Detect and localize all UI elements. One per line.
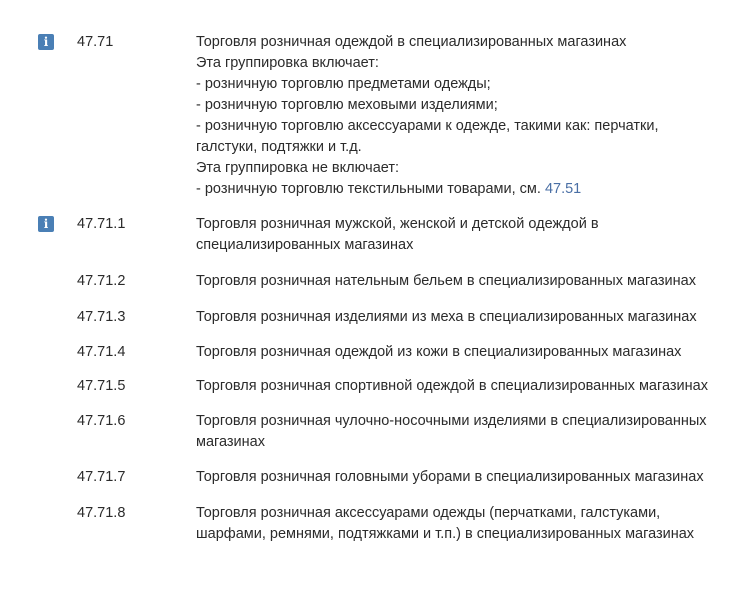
entry-description bbox=[196, 307, 726, 328]
info-icon[interactable]: i bbox=[38, 34, 54, 50]
entry-line: Торговля розничная головными уборами в специализированных магазинах bbox=[196, 469, 704, 485]
entry-description bbox=[196, 503, 726, 545]
entry-line: специализированных магазинах bbox=[196, 237, 414, 253]
entry-code: 47.71.4 bbox=[77, 344, 126, 360]
entry-code: 47.71.7 bbox=[77, 469, 126, 485]
entry-code: 47.71.1 bbox=[77, 216, 126, 232]
info-icon[interactable]: i bbox=[38, 216, 54, 232]
entry-description bbox=[196, 271, 726, 292]
entry-line: магазинах bbox=[196, 434, 265, 450]
excludes-item bbox=[196, 179, 726, 200]
entry-code: 47.71.5 bbox=[77, 378, 126, 394]
entry-description bbox=[196, 376, 726, 397]
includes-item: - розничную торговлю меховыми изделиями; bbox=[196, 97, 498, 113]
includes-item: галстуки, подтяжки и т.д. bbox=[196, 139, 362, 155]
entry-line: Торговля розничная нательным бельем в специализированных магазинах bbox=[196, 273, 696, 289]
entry-description bbox=[196, 214, 726, 256]
entry-line: Торговля розничная чулочно-носочными изделиями в специализированных bbox=[196, 413, 707, 429]
entry-description bbox=[196, 342, 726, 363]
entry-code: 47.71 bbox=[77, 34, 114, 50]
entry-code: 47.71.3 bbox=[77, 309, 126, 325]
entry-line: шарфами, ремнями, подтяжками и т.п.) в специализированных магазинах bbox=[196, 526, 695, 542]
entry-code: 47.71.8 bbox=[77, 505, 126, 521]
excludes-heading: Эта группировка не включает: bbox=[196, 160, 400, 176]
entry-line: Торговля розничная аксессуарами одежды (перчатками, галстуками, bbox=[196, 505, 661, 521]
entry-description bbox=[196, 467, 726, 488]
entry-description bbox=[196, 411, 726, 453]
excludes-text: - розничную торговлю текстильными товарами, см. bbox=[196, 181, 541, 197]
entry-line: Торговля розничная спортивной одеждой в специализированных магазинах bbox=[196, 378, 708, 394]
entry-title: Торговля розничная одеждой в специализированных магазинах bbox=[196, 34, 627, 50]
includes-item: - розничную торговлю аксессуарами к одежде, такими как: перчатки, bbox=[196, 118, 659, 134]
excludes-link[interactable]: 47.51 bbox=[544, 181, 582, 197]
includes-item: - розничную торговлю предметами одежды; bbox=[196, 76, 491, 92]
entry-line: Торговля розничная одеждой из кожи в специализированных магазинах bbox=[196, 344, 682, 360]
entry-description bbox=[196, 32, 726, 200]
entry-code: 47.71.6 bbox=[77, 413, 126, 429]
entry-line: Торговля розничная мужской, женской и детской одеждой в bbox=[196, 216, 599, 232]
entry-line: Торговля розничная изделиями из меха в специализированных магазинах bbox=[196, 309, 697, 325]
includes-heading: Эта группировка включает: bbox=[196, 55, 379, 71]
entry-code: 47.71.2 bbox=[77, 273, 126, 289]
